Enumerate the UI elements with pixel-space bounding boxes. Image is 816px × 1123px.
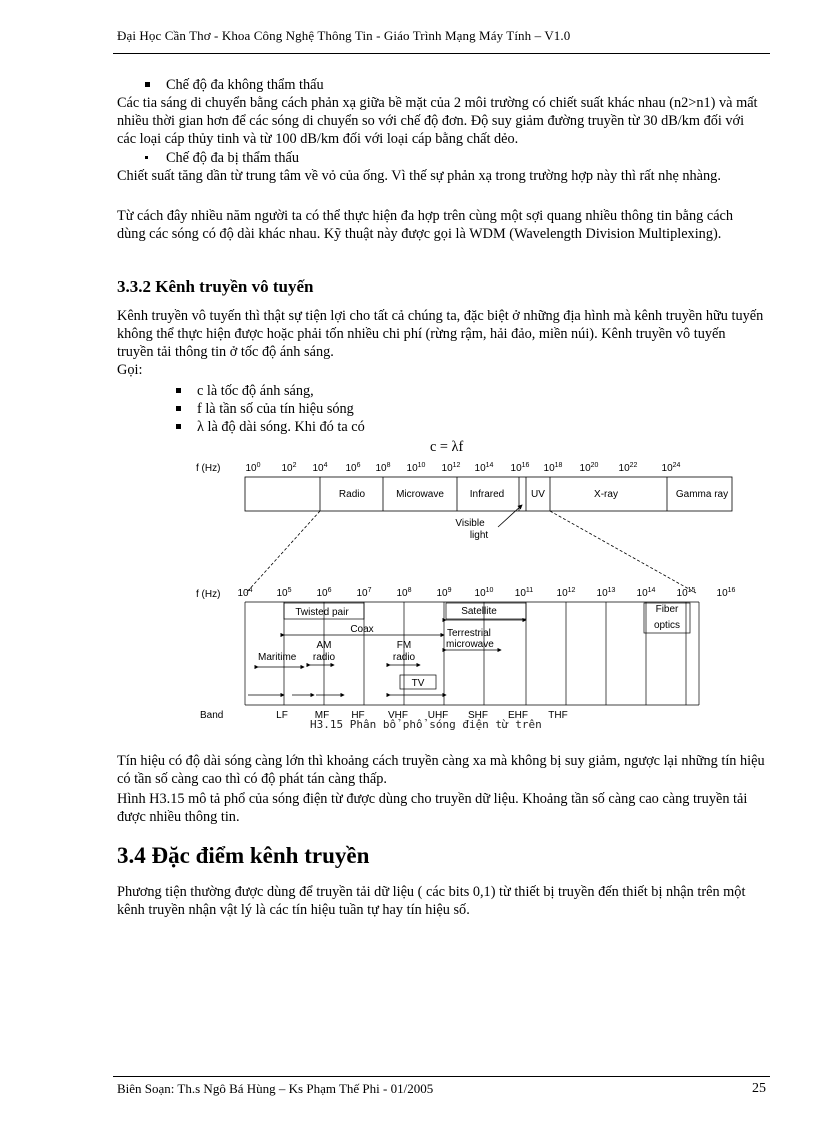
media-am-1: AM [316, 640, 332, 651]
section-heading-3-4: 3.4 Đặc điểm kênh truyền [117, 843, 370, 868]
top-tick-exponent: 12 [452, 462, 461, 469]
band-code: MF [314, 710, 330, 720]
paragraph: Gọi: [117, 362, 143, 378]
media-fiber-2: optics [653, 620, 681, 631]
band-code: HF [351, 710, 365, 720]
media-maritime: Maritime [258, 652, 297, 663]
media-tv: TV [411, 678, 425, 689]
footer-rule [113, 1076, 770, 1077]
top-tick-exponent: 0 [256, 462, 261, 469]
media-fm-1: FM [396, 640, 412, 651]
formula: c = λf [430, 439, 464, 455]
page-number: 25 [752, 1081, 766, 1096]
bottom-tick-label: $10^6$ [316, 587, 332, 599]
band-label: Band [200, 710, 224, 720]
paragraph: Kênh truyền vô tuyến thì thật sự tiện lợi cho tất cả chúng ta, đặc biệt ở những địa hình mà kênh truyền hữu tuyến không thể thực hiện được hoặc phải tốn nhiều chi phí (rừng rậm, hải đảo, miền núi). Kênh truyền vô tuyến truyền tải thông tin ở tốc độ ánh sáng. [117, 308, 764, 360]
paragraph: Các tia sáng di chuyển bằng cách phản xạ giữa bề mặt của 2 môi trường có chiết suất khác nhau (n2>n1) và mất nhiều thời gian hơn để các sóng di chuyển so với chế độ đơn. Độ suy giảm đường truyền từ 30 dB/km đối với các loại cáp thủy tinh và từ 100 dB/km đối với loại cáp bằng chất dẻo. [117, 95, 758, 147]
bottom-tick-label: $10^{12}$ [556, 587, 576, 599]
top-tick-label: $10^{16}$ [510, 462, 530, 474]
band-infrared: Infrared [469, 489, 505, 500]
bullet-marker [145, 156, 148, 159]
bottom-tick-exponent: 8 [407, 587, 412, 594]
bottom-tick-exponent: 16 [727, 587, 736, 594]
bottom-tick-label: $10^{11}$ [514, 587, 534, 599]
bottom-tick-label: $10^5$ [276, 587, 292, 599]
band-gamma: Gamma ray [675, 489, 729, 500]
top-tick-label: $10^6$ [345, 462, 361, 474]
bullet-item [145, 149, 299, 167]
bullet-text: c là tốc độ ánh sáng, [197, 383, 314, 399]
top-tick-exponent: 22 [629, 462, 638, 469]
top-tick-label: $10^2$ [281, 462, 297, 474]
top-tick-exponent: 18 [554, 462, 563, 469]
bullet-item [176, 382, 314, 400]
top-tick-label: $10^{24}$ [661, 462, 681, 474]
bottom-tick-label: $10^9$ [436, 587, 452, 599]
bullet-text: Chế độ đa bị thẩm thấu [166, 150, 300, 166]
bottom-tick-exponent: 11 [525, 587, 534, 594]
bullet-text: f là tần số của tín hiệu sóng [197, 401, 354, 417]
figure-caption: H3.15 Phân bổ phổ sóng điện từ trên [310, 718, 542, 731]
bottom-ticks [237, 587, 735, 599]
top-tick-exponent: 16 [521, 462, 530, 469]
top-tick-exponent: 10 [417, 462, 426, 469]
bottom-tick-exponent: 12 [567, 587, 576, 594]
bottom-tick-label: $10^{14}$ [636, 587, 656, 599]
bottom-tick-exponent: 4 [248, 587, 253, 594]
paragraph: Hình H3.15 mô tả phổ của sóng điện từ được dùng cho truyền dữ liệu. Khoảng tần số càng cao càng truyền tải được nhiều thông tin. [117, 791, 748, 825]
top-tick-label: $10^{18}$ [543, 462, 563, 474]
band-code: SHF [468, 710, 488, 720]
bottom-tick-exponent: 7 [367, 587, 372, 594]
media-coax: Coax [350, 624, 374, 635]
band-microwave: Microwave [396, 489, 444, 500]
visible-light-label-1: Visible [455, 518, 485, 529]
media-twisted-pair: Twisted pair [295, 607, 349, 618]
bottom-tick-exponent: 10 [485, 587, 494, 594]
bottom-tick-exponent: 5 [287, 587, 292, 594]
top-tick-label: $10^{14}$ [474, 462, 494, 474]
band-code: VHF [388, 710, 408, 720]
top-tick-exponent: 8 [386, 462, 391, 469]
top-axis-label: f (Hz) [196, 463, 221, 474]
spectrum-figure [196, 455, 741, 720]
page-header: Đại Học Cần Thơ - Khoa Công Nghệ Thông Tin - Giáo Trình Mạng Máy Tính – V1.0 [117, 28, 571, 43]
band-code: THF [548, 710, 568, 720]
media-am-2: radio [312, 652, 336, 663]
bullet-text: λ là độ dài sóng. Khi đó ta có [197, 419, 365, 435]
paragraph: Chiết suất tăng dần từ trung tâm về vỏ của ống. Vì thế sự phản xạ trong trường hợp này thì rất nhẹ nhàng. [117, 168, 721, 184]
band-radio: Radio [338, 489, 366, 500]
media-fiber-1: Fiber [655, 604, 679, 615]
bullet-text: Chế độ đa không thẩm thấu [166, 77, 324, 93]
bullet-item [176, 400, 354, 418]
header-rule [113, 53, 770, 54]
top-tick-exponent: 6 [356, 462, 361, 469]
top-tick-label: $10^{20}$ [579, 462, 599, 474]
top-tick-exponent: 4 [323, 462, 328, 469]
top-tick-label: $10^{12}$ [441, 462, 461, 474]
bullet-marker [176, 406, 181, 411]
bottom-tick-exponent: 9 [447, 587, 452, 594]
bullet-item [176, 418, 365, 436]
bottom-tick-label: $10^{13}$ [596, 587, 616, 599]
top-tick-label: $10^4$ [312, 462, 328, 474]
band-code: UHF [427, 710, 449, 720]
bullet-item [145, 76, 324, 94]
bottom-tick-label: $10^{10}$ [474, 587, 494, 599]
band-code: EHF [508, 710, 528, 720]
top-tick-exponent: 20 [590, 462, 599, 469]
band-code: LF [276, 710, 288, 720]
top-tick-label: $10^0$ [245, 462, 261, 474]
bottom-tick-exponent: 6 [327, 587, 332, 594]
top-tick-label: $10^{22}$ [618, 462, 638, 474]
media-fm-2: radio [392, 652, 416, 663]
bottom-tick-label: $10^8$ [396, 587, 412, 599]
paragraph: Từ cách đây nhiều năm người ta có thể thực hiện đa hợp trên cùng một sợi quang nhiều thông tin bằng cách dùng các sóng có độ dài khác nhau. Kỹ thuật này được gọi là WDM (Wavelength Division Multiplexing). [117, 208, 734, 242]
bottom-tick-label: $10^{15}$ [676, 587, 696, 599]
top-tick-exponent: 2 [292, 462, 297, 469]
paragraph: Phương tiện thường được dùng để truyền tải dữ liệu ( các bits 0,1) từ thiết bị truyền đến thiết bị nhận trên một kênh truyền nhận vật lý là các tín hiệu tuần tự hay tín hiệu số. [117, 884, 746, 918]
top-ticks [245, 462, 680, 474]
bottom-tick-label: $10^{16}$ [716, 587, 736, 599]
bottom-tick-label: $10^7$ [356, 587, 372, 599]
bottom-tick-label: $10^4$ [237, 587, 253, 599]
top-tick-exponent: 14 [485, 462, 494, 469]
bullet-marker [145, 82, 150, 87]
top-tick-exponent: 24 [672, 462, 681, 469]
page-footer: Biên Soạn: Th.s Ngô Bá Hùng – Ks Phạm Thế Phi - 01/2005 [117, 1081, 434, 1096]
top-tick-label: $10^{10}$ [406, 462, 426, 474]
bottom-tick-exponent: 13 [607, 587, 616, 594]
bottom-tick-exponent: 14 [647, 587, 656, 594]
top-tick-label: $10^8$ [375, 462, 391, 474]
bottom-tick-exponent: 15 [687, 587, 696, 594]
band-uv: UV [531, 489, 545, 500]
bottom-axis-label: f (Hz) [196, 589, 221, 600]
media-terrestrial-2: microwave [446, 639, 494, 650]
bullet-marker [176, 424, 181, 429]
band-xray: X-ray [594, 489, 618, 500]
section-heading-3-3-2: 3.3.2 Kênh truyền vô tuyến [117, 277, 314, 296]
paragraph: Tín hiệu có độ dài sóng càng lớn thì khoảng cách truyền càng xa mà không bị suy giảm, ngược lại những tín hiệu có tần số càng cao thì có độ phát tán càng thấp. [117, 753, 765, 787]
visible-light-label-2: light [469, 530, 489, 541]
media-terrestrial-1: Terrestrial [447, 628, 491, 639]
bullet-marker [176, 388, 181, 393]
media-satellite: Satellite [461, 606, 497, 617]
